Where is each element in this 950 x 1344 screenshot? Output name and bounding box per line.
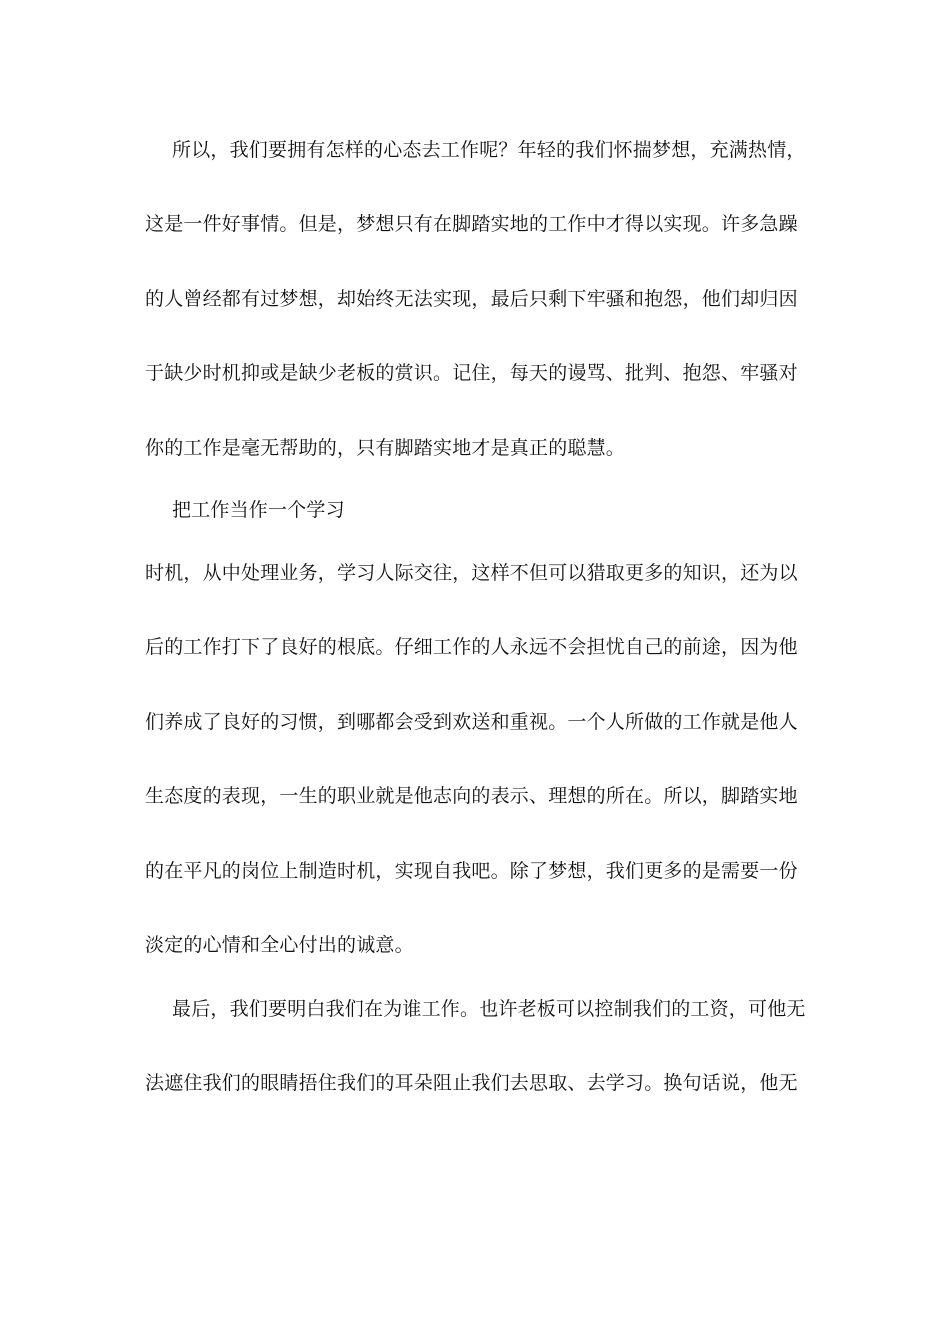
text-line: 生态度的表现，一生的职业就是他志向的表示、理想的所在。所以，脚踏实地 xyxy=(145,785,798,807)
text-line: 这是一件好事情。但是，梦想只有在脚踏实地的工作中才得以实现。许多急躁 xyxy=(145,213,798,235)
text-line: 时机，从中处理业务，学习人际交往，这样不但可以猎取更多的知识，还为以 xyxy=(145,562,798,584)
text-line: 最后，我们要明白我们在为谁工作。也许老板可以控制我们的工资，可他无 xyxy=(172,998,806,1020)
text-line: 的人曾经都有过梦想，却始终无法实现，最后只剩下牢骚和抱怨，他们却归因 xyxy=(145,288,798,310)
text-line: 法遮住我们的眼睛捂住我们的耳朵阻止我们去思取、去学习。换句话说，他无 xyxy=(145,1072,798,1094)
text-line: 淡定的心情和全心付出的诚意。 xyxy=(145,934,414,956)
text-line: 于缺少时机抑或是缺少老板的赏识。记住，每天的谩骂、批判、抱怨、牢骚对 xyxy=(145,362,798,384)
text-line: 把工作当作一个学习 xyxy=(172,499,345,521)
text-line: 的在平凡的岗位上制造时机，实现自我吧。除了梦想，我们更多的是需要一份 xyxy=(145,860,798,882)
text-line: 所以，我们要拥有怎样的心态去工作呢？年轻的我们怀揣梦想，充满热情， xyxy=(172,139,806,161)
text-line: 们养成了良好的习惯，到哪都会受到欢送和重视。一个人所做的工作就是他人 xyxy=(145,711,798,733)
text-line: 你的工作是毫无帮助的，只有脚踏实地才是真正的聪慧。 xyxy=(145,437,626,459)
text-line: 后的工作打下了良好的根底。仔细工作的人永远不会担忧自己的前途，因为他 xyxy=(145,636,798,658)
